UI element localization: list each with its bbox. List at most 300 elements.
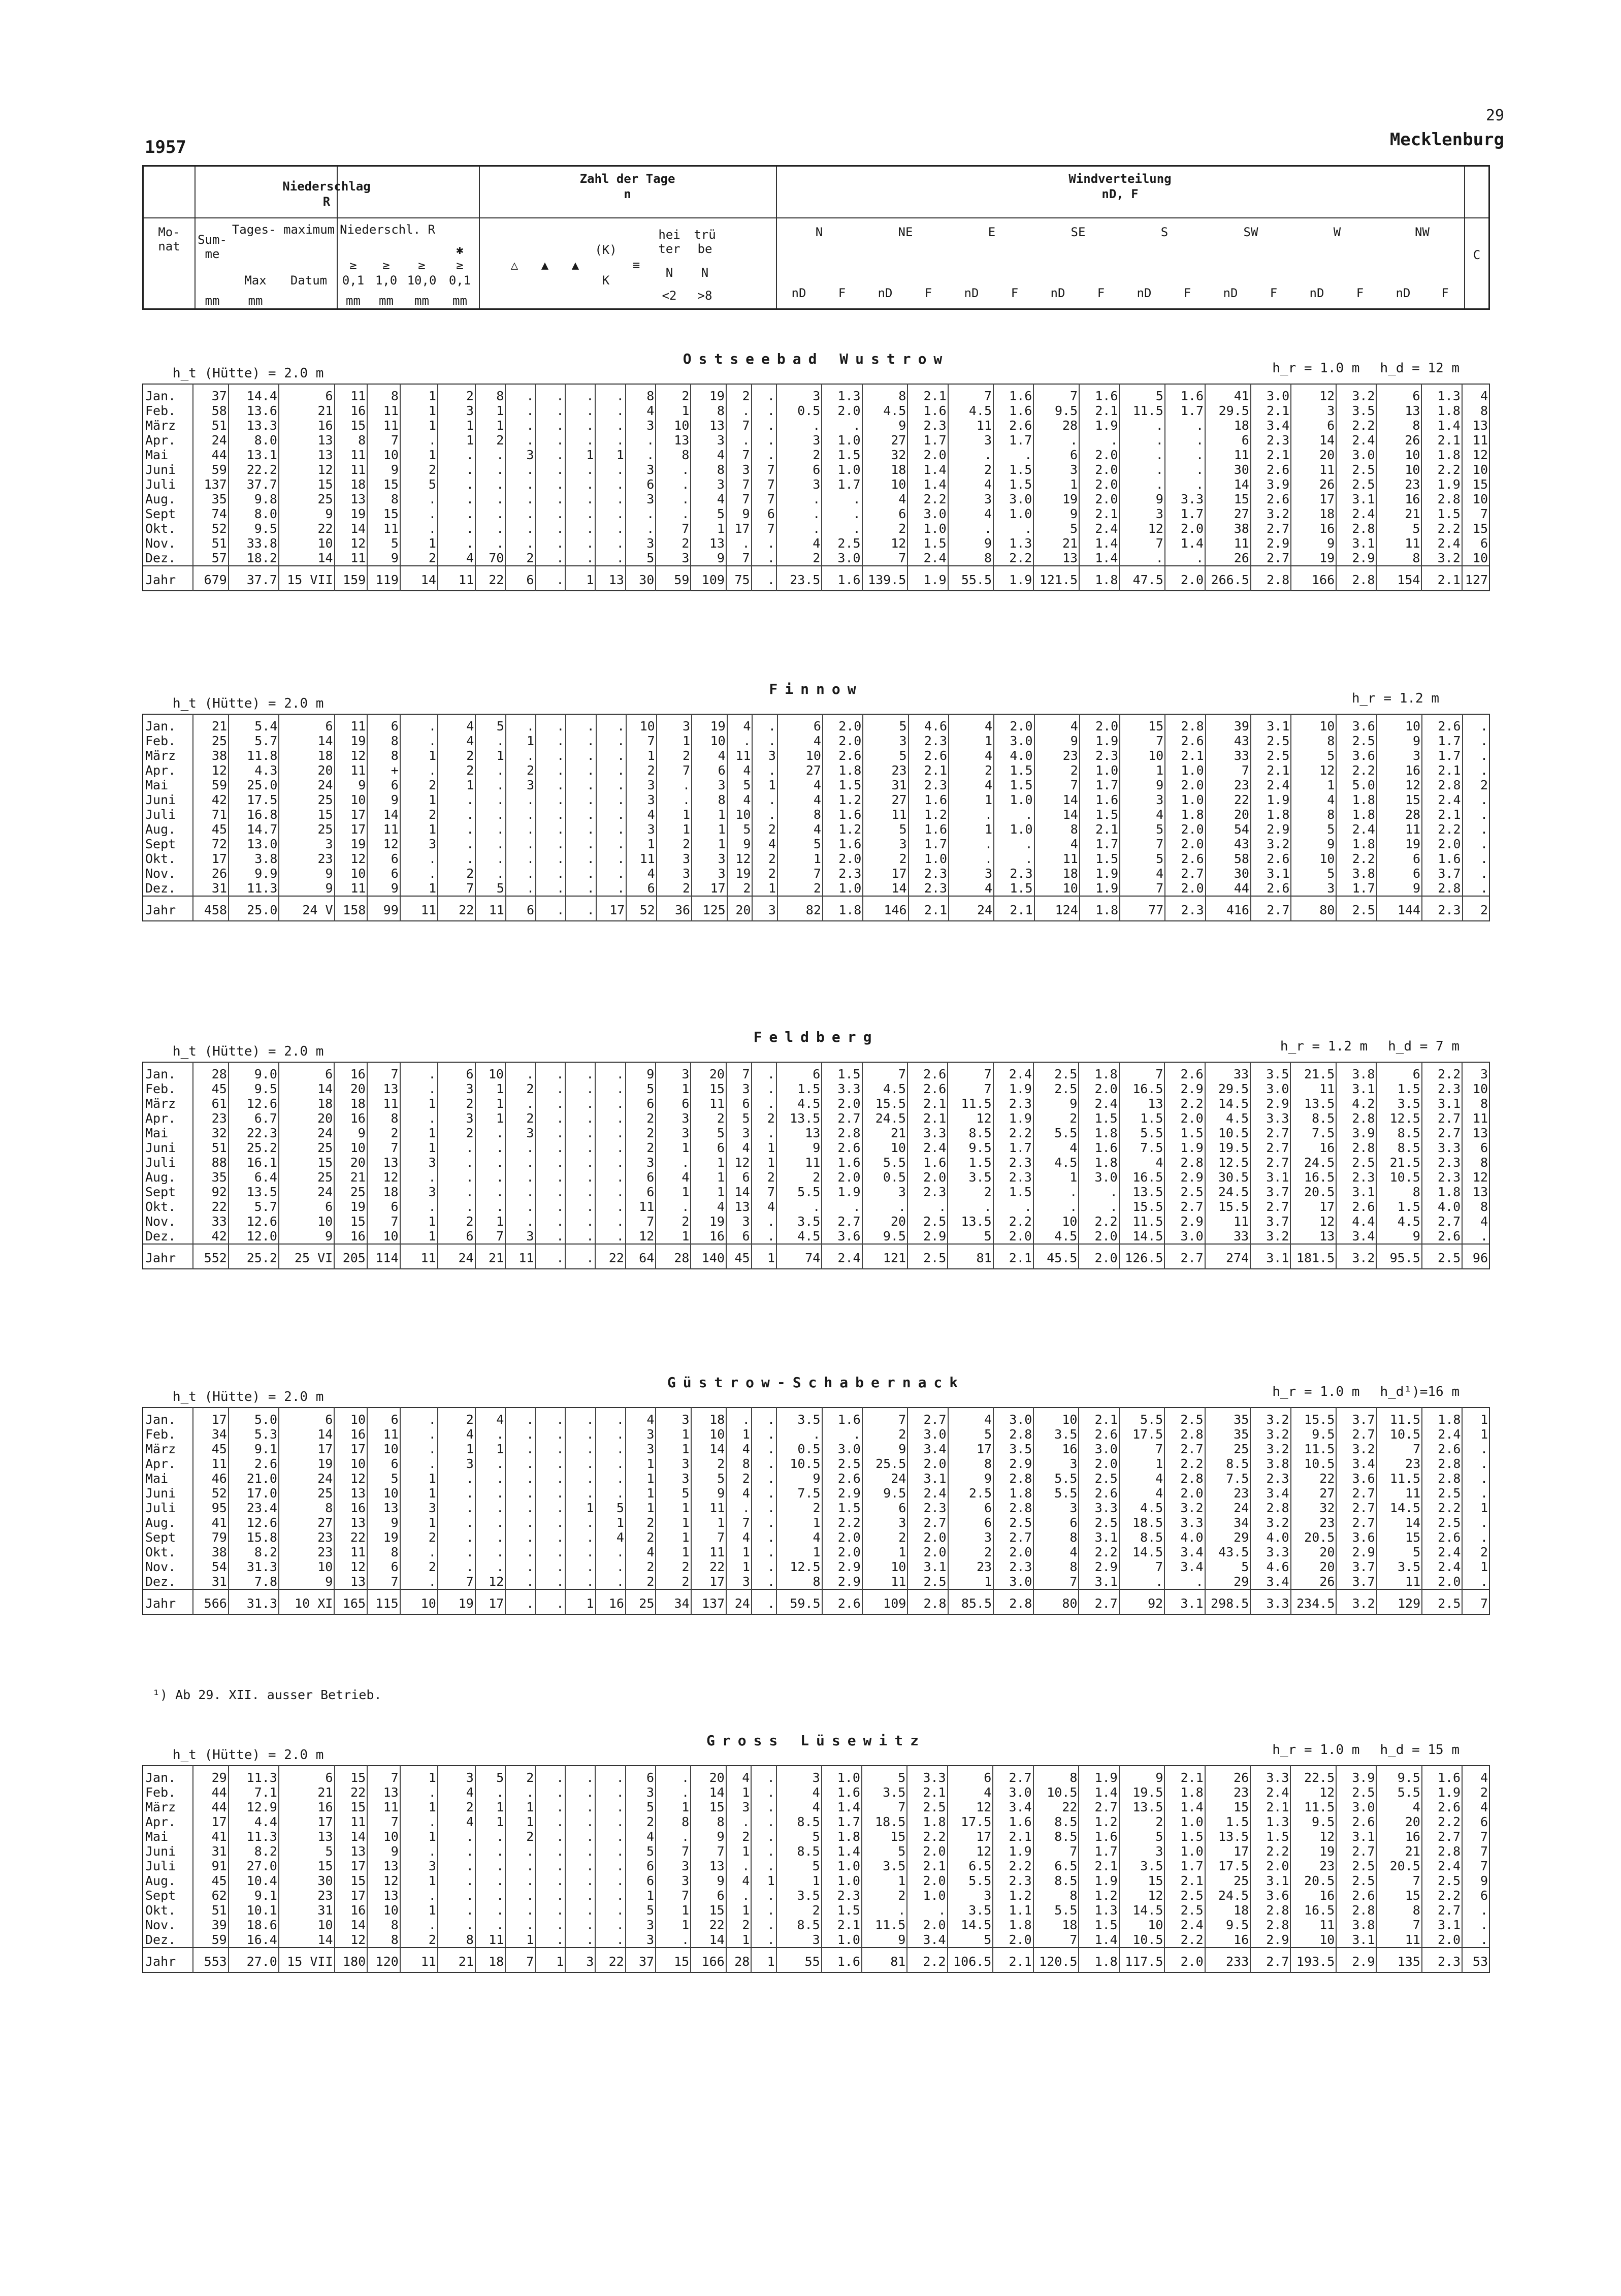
table-cell: . — [752, 1515, 776, 1530]
table-cell: 7 — [1376, 1918, 1421, 1932]
table-cell: 1.6 — [909, 792, 949, 807]
table-cell: 6.5 — [1033, 1859, 1079, 1873]
table-cell: . — [535, 384, 565, 403]
table-cell: 205 — [334, 1244, 367, 1269]
table-cell: . — [475, 1427, 505, 1442]
table-cell: 1.2 — [909, 807, 949, 822]
month-cell: Jahr — [143, 1948, 193, 1972]
table-cell: . — [948, 521, 993, 536]
table-cell: 2.0 — [1079, 1244, 1119, 1269]
table-cell: 4 — [1291, 792, 1336, 807]
table-cell: 25 — [279, 1140, 334, 1155]
table-cell: 10.1 — [229, 1903, 279, 1918]
table-cell: 4 — [949, 881, 994, 896]
table-cell: 6 — [279, 714, 334, 734]
table-cell: 3.0 — [907, 506, 948, 521]
table-cell: . — [596, 1442, 626, 1456]
table-cell: . — [505, 521, 535, 536]
table-cell: 14.5 — [1119, 1903, 1165, 1918]
table-cell: . — [535, 1442, 565, 1456]
table-cell: 6 — [752, 506, 776, 521]
table-cell: 1 — [726, 1427, 752, 1442]
table-cell: 3.1 — [1079, 1530, 1119, 1545]
table-cell: 139.5 — [862, 566, 908, 591]
table-cell: 24 — [279, 1126, 334, 1140]
table-cell: 2.3 — [1080, 748, 1120, 763]
table-cell: 15 VII — [279, 566, 335, 591]
table-cell: . — [535, 1918, 565, 1932]
table-cell: 16 — [1290, 1888, 1336, 1903]
table-cell: 2.7 — [1164, 1244, 1205, 1269]
table-cell: 8 — [1291, 807, 1336, 822]
table-cell: 11.5 — [862, 1918, 907, 1932]
table-cell: 2.3 — [909, 881, 949, 896]
table-cell: 2.6 — [1336, 1888, 1376, 1903]
table-cell: 2.8 — [1422, 778, 1462, 792]
table-cell: 19 — [335, 506, 368, 521]
table-cell: 11.5 — [948, 1096, 993, 1111]
table-cell: 1 — [400, 403, 438, 418]
table-cell: . — [752, 1486, 776, 1501]
table-cell: 3.2 — [1250, 1427, 1290, 1442]
table-cell: 9.5 — [862, 1229, 907, 1244]
table-cell: . — [565, 1427, 595, 1442]
table-cell: 16.5 — [1290, 1903, 1336, 1918]
table-cell: 3 — [506, 778, 536, 792]
table-cell: 2 — [862, 1888, 907, 1903]
table-cell: 11 — [400, 1948, 438, 1972]
table-cell: 1.9 — [1079, 1766, 1119, 1785]
table-cell: . — [565, 536, 595, 551]
table-cell: . — [752, 418, 776, 433]
table-cell: 1.6 — [822, 1155, 862, 1170]
table-cell: 3.0 — [1079, 1442, 1119, 1456]
table-cell: . — [505, 1903, 535, 1918]
table-cell: . — [506, 807, 536, 822]
table-cell: 3 — [626, 1918, 656, 1932]
page-number: 29 — [1485, 107, 1504, 124]
table-cell: 3 — [656, 1126, 691, 1140]
table-cell: . — [1119, 462, 1164, 477]
table-cell: 44 — [193, 1785, 229, 1800]
table-cell: 37.7 — [229, 477, 279, 492]
table-cell: 51 — [193, 1140, 229, 1155]
table-cell: 6 — [726, 1096, 752, 1111]
table-cell: . — [535, 1471, 565, 1486]
table-cell: . — [475, 763, 506, 778]
table-cell: 30 — [1206, 866, 1251, 881]
table-cell: 1.5 — [994, 881, 1034, 896]
table-cell: 64 — [626, 1244, 656, 1269]
table-cell: 31 — [193, 1574, 229, 1589]
table-cell: . — [535, 433, 565, 448]
table-cell: . — [565, 384, 595, 403]
year-total-row — [143, 566, 1489, 591]
table-cell: 4 — [948, 506, 993, 521]
table-cell: 81 — [948, 1244, 993, 1269]
table-cell: 2 — [400, 1559, 438, 1574]
table-cell: . — [595, 1199, 625, 1214]
table-cell: 4 — [1119, 1486, 1164, 1501]
table-cell: . — [535, 1199, 565, 1214]
table-cell: 2.2 — [993, 1214, 1033, 1229]
table-cell: 74 — [776, 1244, 822, 1269]
table-cell: 3 — [1119, 1844, 1165, 1859]
table-cell: 2 — [626, 1111, 656, 1126]
table-cell: 1.6 — [823, 837, 863, 851]
table-cell: . — [595, 403, 625, 418]
table-cell: 15.8 — [229, 1530, 279, 1545]
table-cell: 125 — [692, 896, 727, 921]
table-cell: 2.2 — [1336, 763, 1376, 778]
table-cell: 7 — [367, 1814, 400, 1829]
table-cell: 36 — [657, 896, 692, 921]
table-cell: 11.5 — [1377, 1408, 1422, 1427]
table-cell: 2.8 — [1250, 1903, 1290, 1918]
table-cell: . — [438, 851, 475, 866]
table-cell: 1 — [776, 1873, 822, 1888]
table-cell: 2.0 — [823, 714, 863, 734]
table-cell: 1.8 — [1080, 896, 1120, 921]
table-cell: 3 — [438, 1766, 475, 1785]
table-cell: . — [536, 734, 566, 748]
table-cell: 8 — [626, 384, 656, 403]
table-cell: 18 — [367, 1185, 400, 1199]
table-cell: . — [752, 1126, 776, 1140]
table-cell: . — [505, 506, 535, 521]
table-cell: 7 — [752, 1185, 776, 1199]
table-cell: 2.7 — [1251, 551, 1291, 566]
table-cell: 2 — [656, 536, 691, 551]
table-cell: . — [565, 1873, 595, 1888]
table-cell: 10.5 — [1119, 1932, 1165, 1948]
table-cell: 5.5 — [1376, 1785, 1421, 1800]
table-cell: 2.3 — [993, 1873, 1033, 1888]
table-cell: 19 — [727, 866, 753, 881]
table-cell: 1.0 — [822, 1873, 862, 1888]
table-cell: 4 — [726, 1873, 752, 1888]
table-cell: 2.4 — [1336, 433, 1376, 448]
table-cell: . — [1119, 477, 1164, 492]
table-cell: . — [565, 1903, 595, 1918]
table-cell: . — [596, 1545, 626, 1559]
table-cell: 3 — [862, 1515, 907, 1530]
table-cell: . — [726, 536, 752, 551]
table-cell: 11 — [1291, 462, 1336, 477]
table-cell: 166 — [691, 1948, 726, 1972]
table-cell: 5 — [1291, 822, 1336, 837]
table-cell: . — [595, 1932, 625, 1948]
table-cell: 3.7 — [1250, 1214, 1290, 1229]
station-hd: h_d = 15 m — [1380, 1742, 1460, 1758]
table-cell: 2.7 — [1251, 896, 1291, 921]
header-lt2: <2 — [662, 289, 677, 303]
table-cell: 1 — [475, 1442, 505, 1456]
table-cell: 11 — [367, 1800, 400, 1814]
table-cell: 1 — [400, 418, 438, 433]
table-cell: . — [535, 1545, 565, 1559]
table-cell: 10.5 — [1205, 1126, 1250, 1140]
table-cell: 12 — [948, 1111, 993, 1126]
station-gauge-height — [1352, 691, 1460, 706]
table-cell: 11 — [1290, 1918, 1336, 1932]
table-cell: . — [595, 1873, 625, 1888]
table-cell: 2.0 — [1422, 1574, 1462, 1589]
table-cell: 16 — [335, 1903, 368, 1918]
table-cell: 1.4 — [1164, 1800, 1205, 1814]
table-cell: 2.0 — [993, 1932, 1033, 1948]
month-cell: Jahr — [143, 1589, 193, 1614]
table-cell: 2.6 — [823, 748, 863, 763]
table-cell: 1.7 — [1164, 1859, 1205, 1873]
header-threshold-2: 1,0 — [375, 273, 398, 288]
table-cell: 2.7 — [1336, 1501, 1376, 1515]
table-cell: 2 — [1119, 1814, 1165, 1829]
table-cell: 5 — [727, 778, 753, 792]
table-cell: 13.5 — [948, 1214, 993, 1229]
table-cell: 3.5 — [1377, 1559, 1422, 1574]
table-row — [143, 477, 1489, 492]
table-cell: 5 — [475, 881, 506, 896]
table-cell: 3 — [691, 433, 726, 448]
table-cell: 3 — [656, 1062, 691, 1081]
table-row — [143, 1062, 1489, 1081]
month-cell: Okt. — [143, 521, 193, 536]
table-cell: 5 — [1377, 1545, 1422, 1559]
table-cell: 2.7 — [907, 1515, 948, 1530]
table-cell: 7 — [1120, 881, 1165, 896]
table-cell: 37 — [626, 1948, 656, 1972]
table-cell: 33 — [1206, 748, 1251, 763]
header-mm-t4: mm — [452, 294, 467, 308]
table-cell: 2.5 — [1164, 1888, 1205, 1903]
table-cell: 3.3 — [1250, 1766, 1290, 1785]
table-cell: 2 — [626, 1559, 656, 1574]
table-row — [143, 506, 1489, 521]
table-cell: 29 — [1205, 1530, 1251, 1545]
table-cell: 12 — [1119, 521, 1164, 536]
table-row — [143, 1859, 1489, 1873]
table-cell: . — [506, 881, 536, 896]
table-cell: 2.1 — [1421, 566, 1462, 591]
table-row — [143, 492, 1489, 506]
table-cell: 11 — [400, 896, 438, 921]
table-cell: 12 — [367, 1873, 400, 1888]
table-cell: 12.5 — [776, 1559, 822, 1574]
table-cell: . — [596, 778, 627, 792]
table-cell: 58 — [193, 403, 229, 418]
table-cell: 3.0 — [993, 1785, 1033, 1800]
table-cell: . — [535, 1814, 565, 1829]
table-cell: 11 — [1205, 1214, 1250, 1229]
table-cell: 1.8 — [993, 1486, 1033, 1501]
table-cell: 46 — [193, 1471, 229, 1486]
table-cell: 1.5 — [1205, 1814, 1250, 1829]
table-cell: 6 — [1462, 1140, 1489, 1155]
table-cell: 59 — [193, 778, 229, 792]
table-cell: 1.9 — [993, 1844, 1033, 1859]
table-cell: 1 — [400, 1766, 438, 1785]
table-cell: 2 — [505, 1111, 535, 1126]
table-cell: 5 — [367, 1471, 400, 1486]
table-cell: 30 — [1205, 462, 1251, 477]
table-cell: 13 — [1462, 1185, 1489, 1199]
table-cell: . — [726, 403, 752, 418]
table-cell: 15 — [691, 1800, 726, 1814]
table-cell: 1.5 — [822, 1501, 862, 1515]
table-cell: 2.0 — [1079, 1081, 1119, 1096]
table-cell: 1 — [400, 1903, 438, 1918]
table-cell: 3.1 — [1251, 714, 1291, 734]
table-cell: 3 — [692, 851, 727, 866]
table-cell: 23 — [279, 1530, 334, 1545]
table-cell: 10 — [1291, 714, 1336, 734]
table-cell: 2.5 — [1336, 1155, 1376, 1170]
table-cell: 2 — [400, 778, 438, 792]
table-cell: 2.0 — [907, 1170, 948, 1185]
table-cell: 1.8 — [1421, 403, 1462, 418]
table-cell: 52 — [193, 1486, 229, 1501]
table-cell: 1.5 — [948, 1155, 993, 1170]
table-cell: 2.7 — [822, 1214, 862, 1229]
table-cell: 2.2 — [1250, 1844, 1290, 1859]
table-cell: 6.5 — [948, 1859, 993, 1873]
table-cell: 9 — [1033, 506, 1079, 521]
table-cell: 2 — [752, 822, 777, 837]
table-cell: 2.2 — [1079, 1214, 1119, 1229]
table-cell: 7 — [367, 433, 400, 448]
table-cell: 6 — [948, 1501, 993, 1515]
table-cell: 6 — [1291, 418, 1336, 433]
table-cell: 77 — [1120, 896, 1165, 921]
table-cell: 3.6 — [1250, 1888, 1290, 1903]
table-cell: 4.5 — [862, 1081, 907, 1096]
table-cell: 1.3 — [993, 536, 1033, 551]
table-cell: . — [595, 1111, 625, 1126]
table-cell: 1 — [505, 1932, 535, 1948]
table-cell: 2.5 — [1251, 734, 1291, 748]
table-cell: 3.4 — [1164, 1559, 1205, 1574]
table-cell: 3.1 — [907, 1471, 948, 1486]
table-cell: 3 — [863, 734, 908, 748]
table-cell: 7 — [726, 492, 752, 506]
table-cell: 35 — [193, 1170, 229, 1185]
table-cell: . — [475, 734, 506, 748]
table-cell: . — [400, 1456, 438, 1471]
table-cell: 16.5 — [1290, 1170, 1336, 1185]
table-cell: 144 — [1377, 896, 1422, 921]
table-cell: . — [475, 1918, 505, 1932]
table-cell: 2.3 — [907, 1501, 948, 1515]
table-cell: 2.2 — [1421, 462, 1462, 477]
station-title: Finnow — [769, 681, 863, 697]
table-cell: 8.5 — [776, 1844, 822, 1859]
table-row — [143, 1185, 1489, 1199]
table-cell: 51 — [193, 536, 229, 551]
table-cell: 5 — [1120, 822, 1165, 837]
table-cell: 29.5 — [1205, 1081, 1250, 1096]
table-cell: 274 — [1205, 1244, 1250, 1269]
table-cell: 20 — [1291, 1545, 1337, 1559]
table-cell: 81 — [862, 1948, 907, 1972]
table-cell: 7 — [726, 448, 752, 462]
year-total-row — [143, 1244, 1489, 1269]
table-cell: . — [656, 462, 691, 477]
table-cell: 7 — [438, 1574, 475, 1589]
table-cell: 109 — [691, 566, 726, 591]
table-cell: 2.1 — [1079, 1408, 1119, 1427]
table-cell: 9 — [691, 1486, 727, 1501]
table-cell: 11 — [475, 896, 506, 921]
table-cell: 2.7 — [1079, 1589, 1119, 1614]
table-cell: 1.9 — [993, 566, 1033, 591]
table-cell: 9 — [1291, 837, 1336, 851]
table-cell: . — [565, 1814, 595, 1829]
table-cell: 4 — [1119, 1155, 1165, 1170]
table-cell: 2.6 — [1251, 492, 1291, 506]
table-cell: 9 — [279, 866, 334, 881]
table-cell: 11 — [727, 748, 753, 763]
table-cell: 3 — [948, 433, 993, 448]
table-cell: 8 — [367, 1932, 400, 1948]
table-cell: 1 — [475, 1081, 505, 1096]
table-cell: 14 — [691, 1785, 726, 1800]
table-cell: 8.2 — [229, 1844, 279, 1859]
table-cell: 3.2 — [1250, 1442, 1290, 1456]
table-cell: 4.0 — [1250, 1530, 1290, 1545]
table-cell: 8 — [948, 1456, 993, 1471]
table-cell: 1 — [949, 792, 994, 807]
table-cell: 25 — [279, 1170, 334, 1185]
table-cell: 1.8 — [1422, 1185, 1462, 1199]
header-dir-ne: NE — [898, 225, 913, 239]
table-cell: 2.6 — [1422, 1800, 1462, 1814]
header-wind-symbol: nD, F — [1101, 187, 1139, 201]
table-cell: . — [400, 433, 438, 448]
table-cell: 6.7 — [229, 1111, 279, 1126]
table-row — [143, 551, 1489, 566]
table-cell: . — [566, 807, 596, 822]
table-cell: . — [438, 1859, 475, 1873]
table-row — [143, 1456, 1489, 1471]
table-cell: . — [993, 448, 1033, 462]
table-cell: . — [505, 1501, 535, 1515]
table-cell: 3.7 — [1336, 1559, 1376, 1574]
table-cell: 6 — [367, 1408, 400, 1427]
table-cell: 22 — [1291, 1471, 1337, 1486]
station-title: Ostseebad Wustrow — [683, 350, 950, 367]
table-cell: 1 — [400, 448, 438, 462]
header-nd-w: nD — [1309, 286, 1324, 300]
table-cell: 12 — [948, 1844, 993, 1859]
table-cell: 3.5 — [776, 1214, 822, 1229]
table-cell: 80 — [1291, 896, 1336, 921]
table-cell: 7 — [1462, 1589, 1489, 1614]
table-cell: . — [505, 433, 535, 448]
table-cell: 1.7 — [1336, 881, 1376, 896]
table-cell: 3.2 — [1251, 506, 1291, 521]
table-cell: 1 — [438, 433, 475, 448]
table-cell: 11 — [1377, 822, 1422, 837]
table-cell: . — [506, 822, 536, 837]
table-cell: 3 — [626, 536, 656, 551]
header-niederschlag-symbol: R — [322, 195, 331, 209]
table-cell: 2 — [438, 384, 475, 403]
header-f-se: F — [1097, 286, 1105, 300]
table-cell: . — [752, 384, 776, 403]
table-cell: . — [505, 1408, 535, 1427]
table-cell: 10.5 — [1033, 1785, 1079, 1800]
